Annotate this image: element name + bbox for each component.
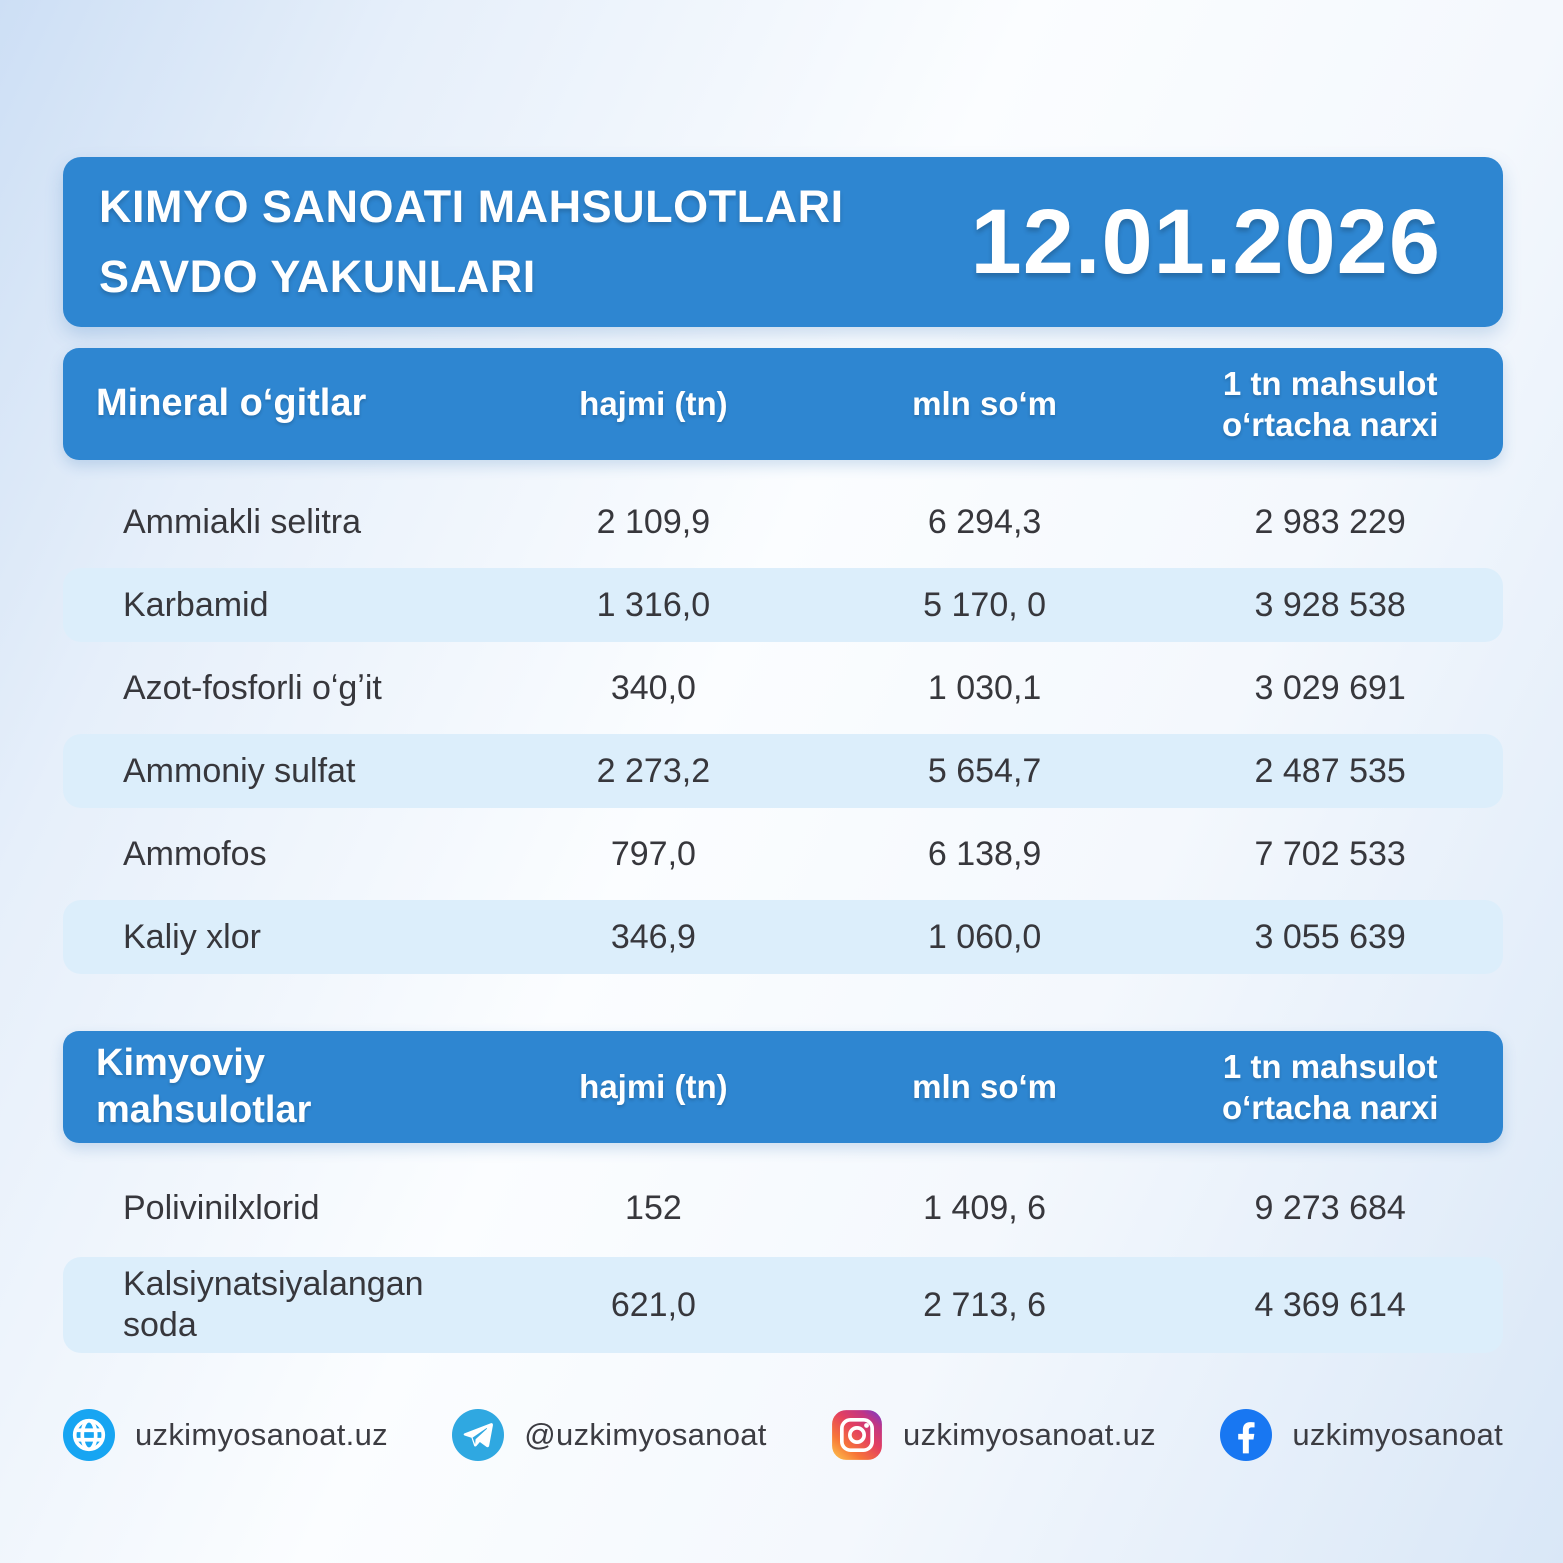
product-name-cell: Kalsiynatsiyalangan soda	[123, 1265, 424, 1344]
price-cell: 7 702 533	[1254, 834, 1406, 873]
table-row	[63, 485, 1503, 559]
product-name-cell: Azot-fosforli oʻgʼit	[123, 668, 382, 707]
volume-cell: 797,0	[610, 834, 696, 873]
product-name-cell: Karbamid	[123, 585, 269, 624]
table-title: Kimyoviy mahsulotlar	[96, 1041, 312, 1131]
instagram-link[interactable]	[831, 1409, 1156, 1461]
volume-cell: 621,0	[610, 1285, 696, 1324]
product-name-cell: Ammiakli selitra	[123, 502, 362, 541]
column-header-amount: mln soʻm	[912, 1068, 1058, 1106]
price-cell: 3 928 538	[1254, 585, 1406, 624]
website-label: uzkimyosanoat.uz	[135, 1417, 388, 1452]
amount-cell: 5 170, 0	[923, 585, 1047, 624]
volume-cell: 340,0	[610, 668, 696, 707]
price-cell: 3 055 639	[1254, 917, 1406, 956]
page-title-line1: KIMYO SANOATI MAHSULOTLARI	[99, 181, 844, 233]
amount-cell: 1 409, 6	[923, 1188, 1047, 1227]
price-cell: 3 029 691	[1254, 668, 1406, 707]
column-header-price: 1 tn mahsulot oʻrtacha narxi	[1221, 1047, 1439, 1126]
facebook-link[interactable]	[1220, 1409, 1503, 1461]
telegram-link[interactable]	[452, 1409, 766, 1461]
telegram-label: @uzkimyosanoat	[524, 1417, 767, 1452]
table-row	[63, 568, 1503, 642]
volume-cell: 152	[625, 1188, 682, 1227]
amount-cell: 1 060,0	[927, 917, 1042, 956]
product-name-cell: Kaliy xlor	[123, 917, 261, 956]
volume-cell: 1 316,0	[596, 585, 711, 624]
volume-cell: 2 109,9	[596, 502, 711, 541]
price-cell: 2 487 535	[1254, 751, 1406, 790]
table-header-mineral	[63, 348, 1503, 460]
volume-cell: 346,9	[610, 917, 696, 956]
product-name-cell: Ammofos	[123, 834, 267, 873]
amount-cell: 2 713, 6	[923, 1285, 1047, 1324]
globe-icon	[63, 1409, 115, 1461]
table-mineral-rows	[63, 485, 1503, 974]
facebook-label: uzkimyosanoat	[1292, 1417, 1503, 1452]
product-name-cell: Ammoniy sulfat	[123, 751, 356, 790]
price-cell: 9 273 684	[1254, 1188, 1406, 1227]
table-header-chemical	[63, 1031, 1503, 1143]
volume-cell: 2 273,2	[596, 751, 711, 790]
table-title: Mineral oʻgitlar	[96, 382, 367, 425]
amount-cell: 5 654,7	[927, 751, 1042, 790]
column-header-volume: hajmi (tn)	[579, 385, 728, 423]
amount-cell: 6 294,3	[927, 502, 1042, 541]
page-title-line2: SAVDO YAKUNLARI	[99, 251, 536, 302]
website-link[interactable]	[63, 1409, 388, 1461]
table-row	[63, 1168, 1503, 1248]
table-row	[63, 1257, 1503, 1353]
facebook-icon	[1220, 1409, 1272, 1461]
instagram-icon	[831, 1409, 883, 1461]
amount-cell: 1 030,1	[927, 668, 1042, 707]
telegram-icon	[452, 1409, 504, 1461]
column-header-amount: mln soʻm	[912, 385, 1058, 423]
table-row	[63, 817, 1503, 891]
page-title	[99, 172, 844, 312]
table-row	[63, 900, 1503, 974]
amount-cell: 6 138,9	[927, 834, 1042, 873]
report-date: 12.01.2026	[970, 190, 1441, 293]
column-header-volume: hajmi (tn)	[579, 1068, 728, 1106]
table-row	[63, 734, 1503, 808]
product-name-cell: Polivinilxlorid	[123, 1188, 320, 1227]
table-row	[63, 651, 1503, 725]
title-card	[63, 157, 1503, 327]
table-chemical-rows	[63, 1168, 1503, 1353]
column-header-price: 1 tn mahsulot oʻrtacha narxi	[1221, 364, 1439, 443]
instagram-label: uzkimyosanoat.uz	[903, 1417, 1156, 1452]
price-cell: 4 369 614	[1254, 1285, 1406, 1324]
footer-social-bar	[63, 1409, 1503, 1461]
price-cell: 2 983 229	[1254, 502, 1406, 541]
